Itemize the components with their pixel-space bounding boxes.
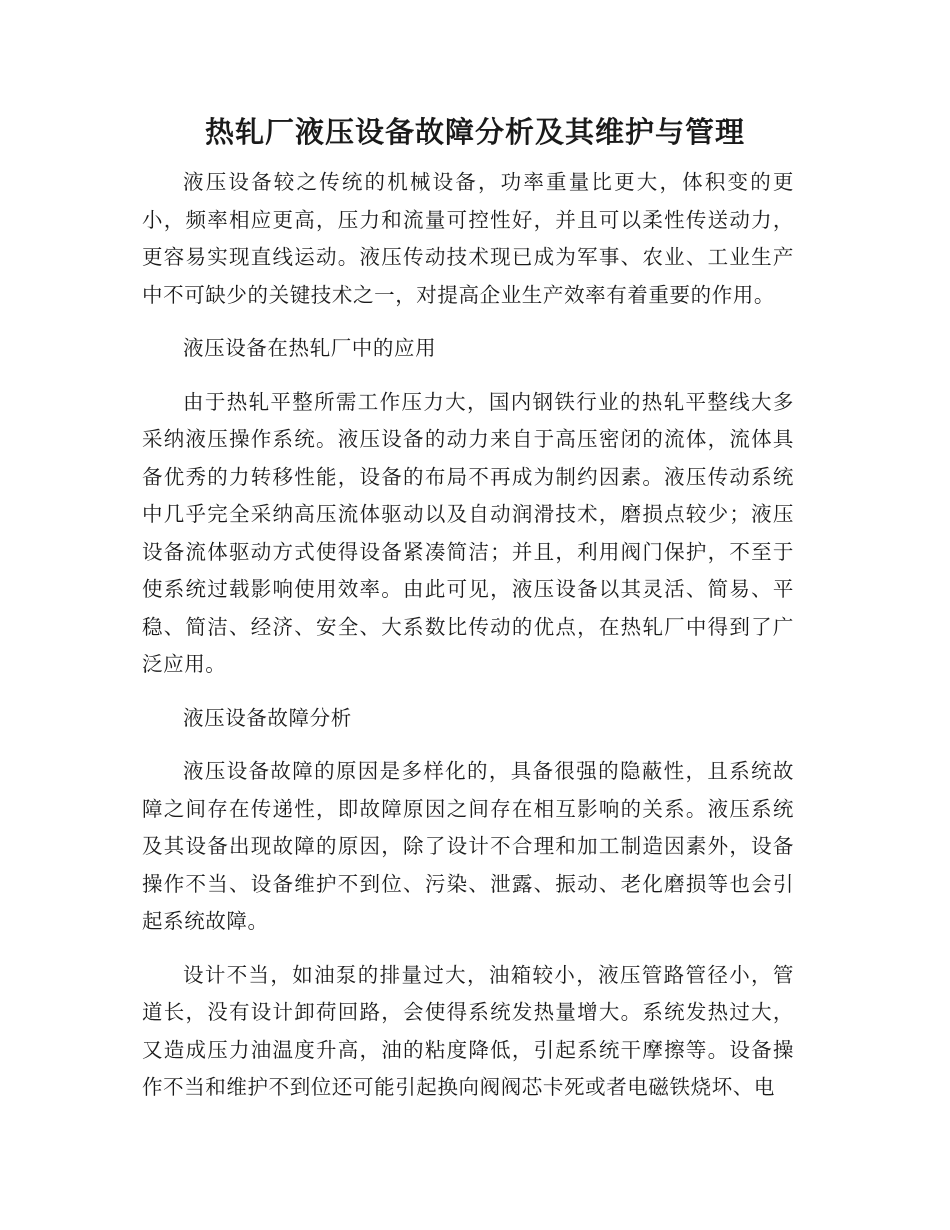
document-body	[142, 164, 794, 1107]
paragraph-design-issues: 设计不当，如油泵的排量过大，油箱较小，液压管路管径小，管道长，没有设计卸荷回路，会使得系统发热量增大。系统发热过大，又造成压力油温度升高，油的粘度降低，引起系统干摩擦等。设备操作不当和维护不到位还可能引起换向阀阀芯卡死或者电磁铁烧坏、电	[142, 962, 794, 1099]
document-title: 热轧厂液压设备故障分析及其维护与管理	[204, 115, 745, 149]
paragraph-application: 由于热轧平整所需工作压力大，国内钢铁行业的热轧平整线大多采纳液压操作系统。液压设备的动力来自于高压密闭的流体，流体具备优秀的力转移性能，设备的布局不再成为制约因素。液压传动系统中几乎完全采纳高压流体驱动以及自动润滑技术，磨损点较少；液压设备流体驱动方式使得设备紧凑简洁；并且，利用阀门保护，不至于使系统过载影响使用效率。由此可见，液压设备以其灵活、简易、平稳、简洁、经济、安全、大系数比传动的优点，在热轧厂中得到了广泛应用。	[142, 389, 794, 676]
section-heading-application: 液压设备在热轧厂中的应用	[183, 336, 437, 360]
section-heading-fault-analysis: 液压设备故障分析	[183, 705, 352, 730]
paragraph-intro: 液压设备较之传统的机械设备，功率重量比更大，体积变的更小，频率相应更高，压力和流量可控性好，并且可以柔性传送动力，更容易实现直线运动。液压传动技术现已成为军事、农业、工业生产中不可缺少的关键技术之一，对提高企业生产效率有着重要的作用。	[142, 170, 794, 307]
paragraph-fault-causes: 液压设备故障的原因是多样化的，具备很强的隐蔽性，且系统故障之间存在传递性，即故障原因之间存在相互影响的关系。液压系统及其设备出现故障的原因，除了设计不合理和加工制造因素外，设备操作不当、设备维护不到位、污染、泄露、振动、老化磨损等也会引起系统故障。	[142, 759, 794, 933]
